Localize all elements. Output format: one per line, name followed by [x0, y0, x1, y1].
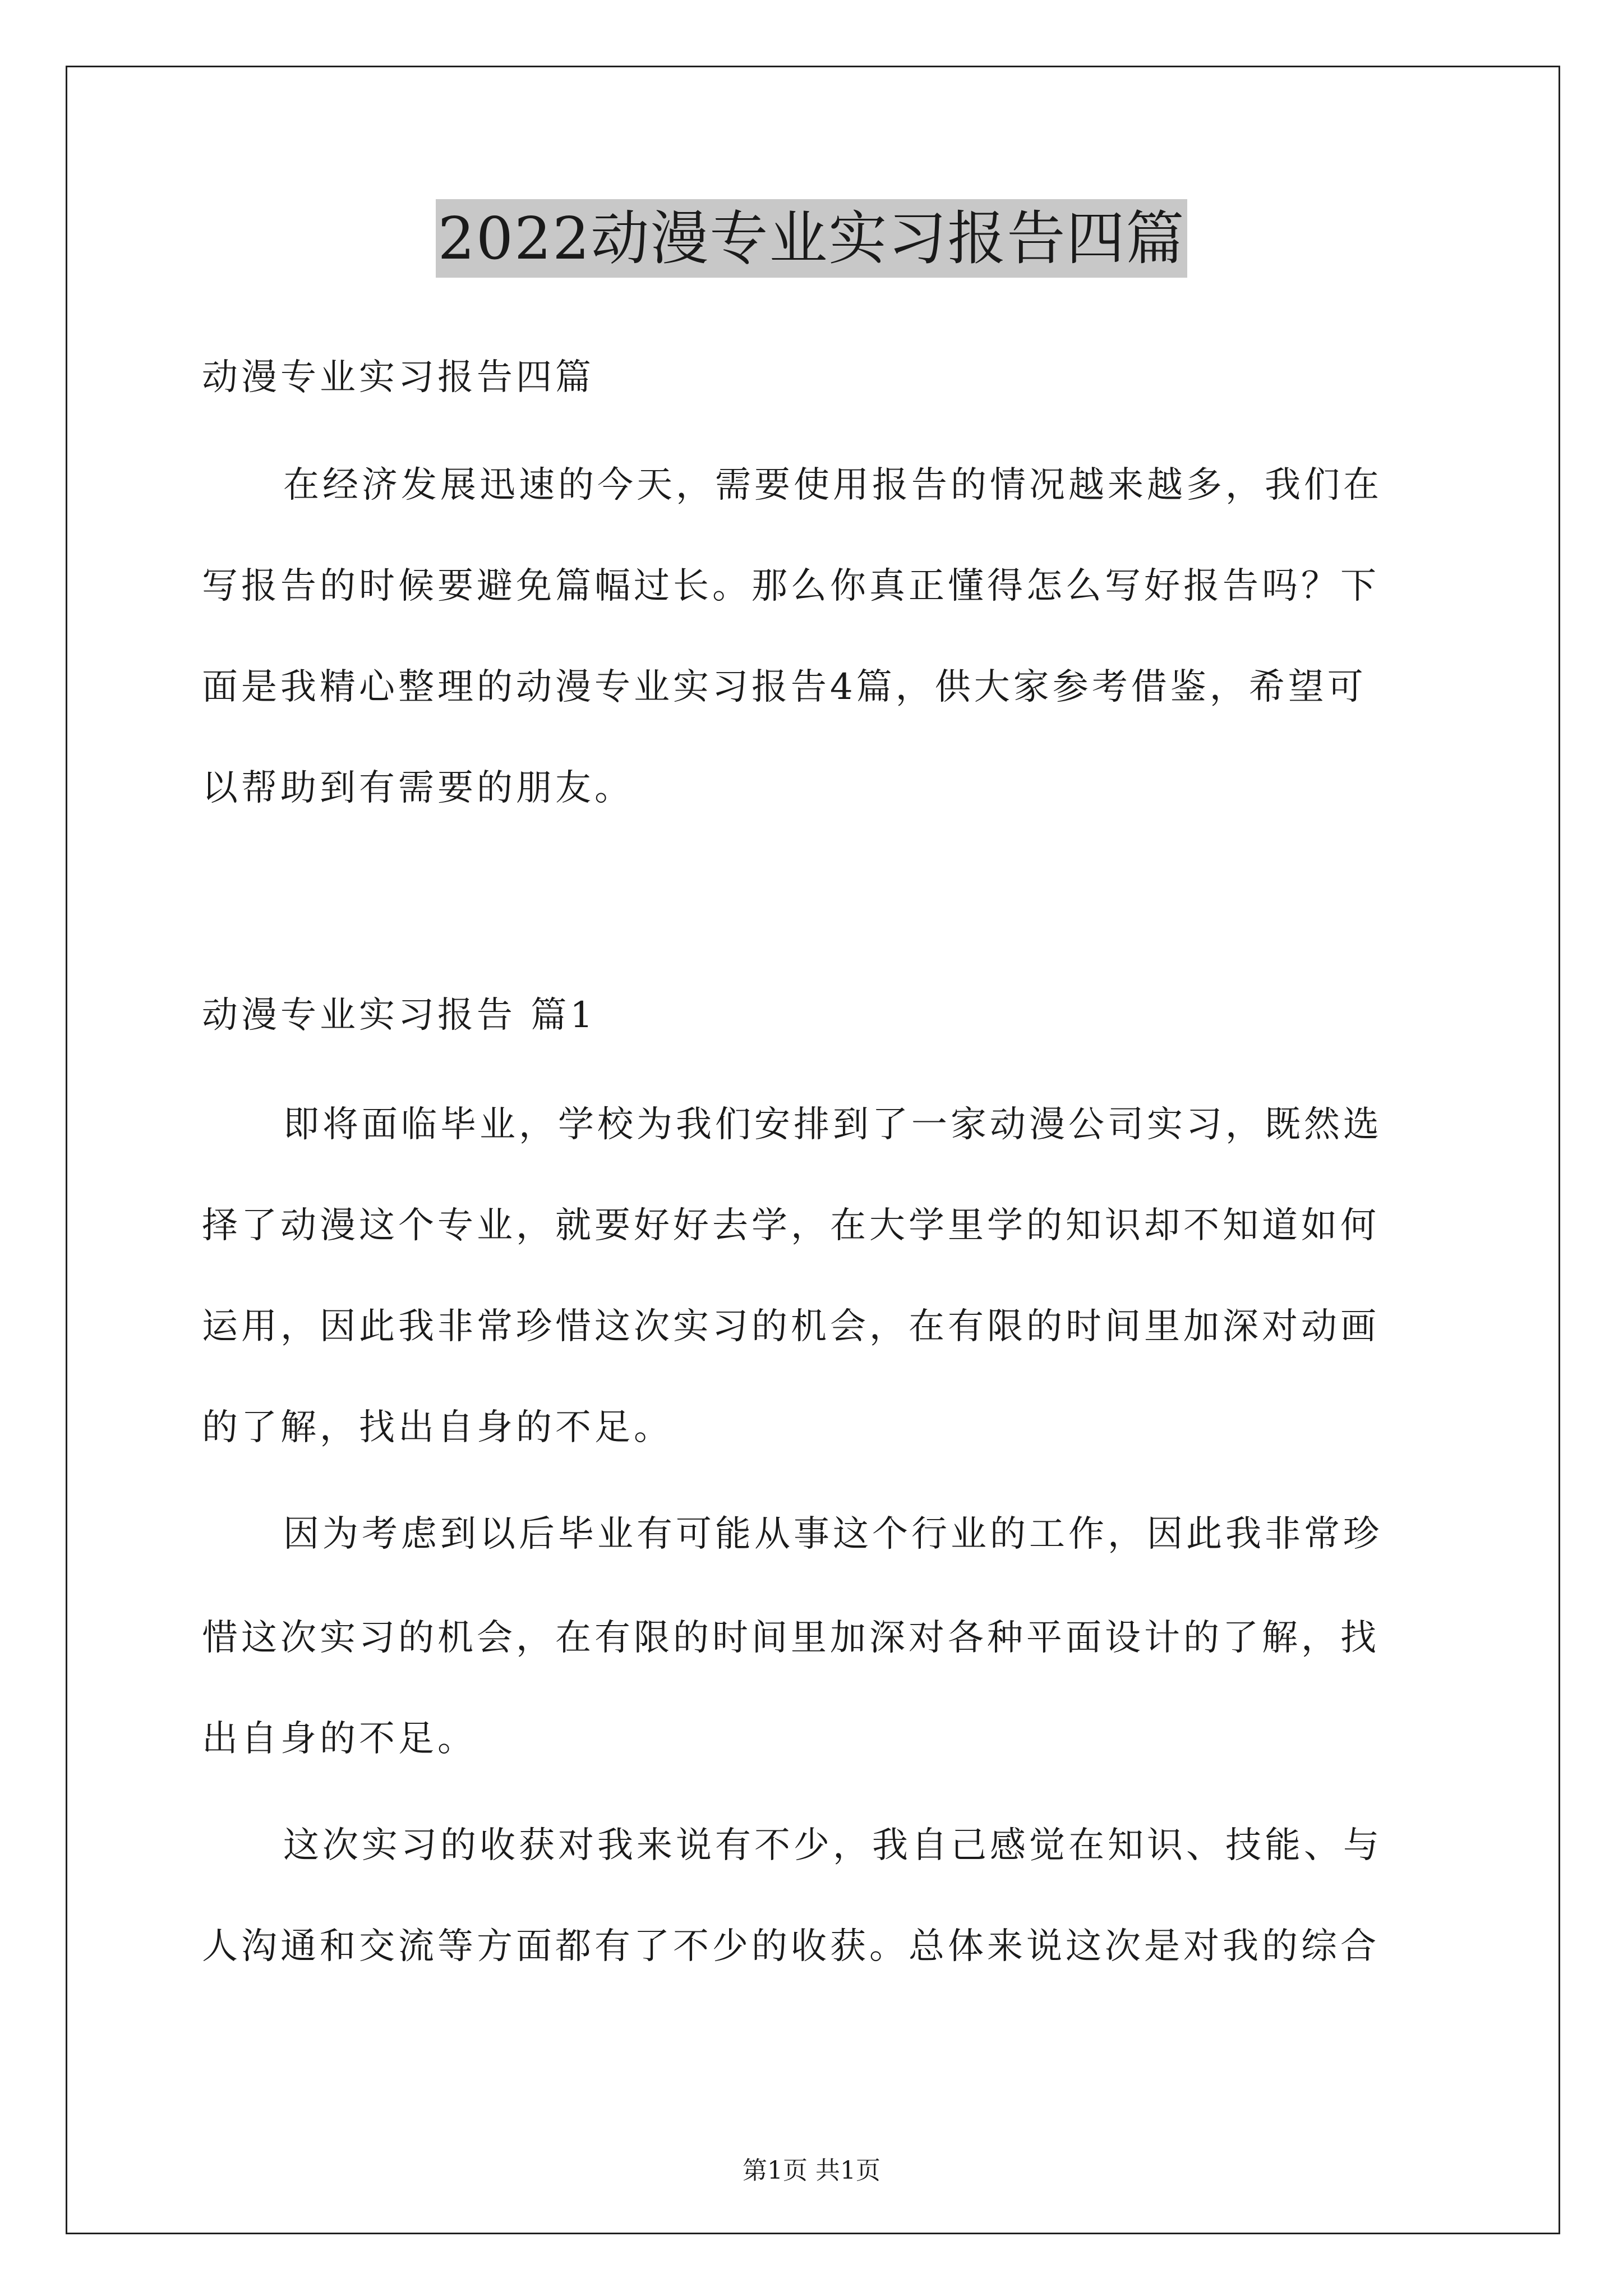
document-subtitle: 动漫专业实习报告四篇 [202, 357, 594, 398]
para2-line-1: 因为考虑到以后毕业有可能从事这个行业的工作，因此我非常珍 [283, 1513, 1382, 1555]
para1-line-3: 运用，因此我非常珍惜这次实习的机会，在有限的时间里加深对动画 [202, 1306, 1380, 1347]
document-title: 2022动漫专业实习报告四篇 [436, 199, 1188, 278]
para2-line-2: 惜这次实习的机会，在有限的时间里加深对各种平面设计的了解，找 [202, 1617, 1380, 1659]
intro-line-1: 在经济发展迅速的今天，需要使用报告的情况越来越多，我们在 [283, 464, 1382, 506]
section-heading: 动漫专业实习报告 篇1 [202, 995, 597, 1036]
intro-line-4: 以帮助到有需要的朋友。 [202, 767, 634, 809]
para2-line-3: 出自身的不足。 [202, 1718, 477, 1760]
page-number-footer: 第1页 共1页 [743, 2156, 880, 2185]
intro-line-2: 写报告的时候要避免篇幅过长。那么你真正懂得怎么写好报告吗？下 [202, 565, 1380, 607]
intro-line-3: 面是我精心整理的动漫专业实习报告4篇，供大家参考借鉴，希望可 [202, 666, 1367, 708]
para3-line-1: 这次实习的收获对我来说有不少，我自己感觉在知识、技能、与 [283, 1825, 1382, 1866]
title-container [0, 199, 1623, 278]
para1-line-2: 择了动漫这个专业，就要好好去学，在大学里学的知识却不知道如何 [202, 1205, 1380, 1246]
para3-line-2: 人沟通和交流等方面都有了不少的收获。总体来说这次是对我的综合 [202, 1926, 1380, 1967]
para1-line-4: 的了解，找出自身的不足。 [202, 1407, 673, 1448]
para1-line-1: 即将面临毕业，学校为我们安排到了一家动漫公司实习，既然选 [283, 1104, 1382, 1145]
